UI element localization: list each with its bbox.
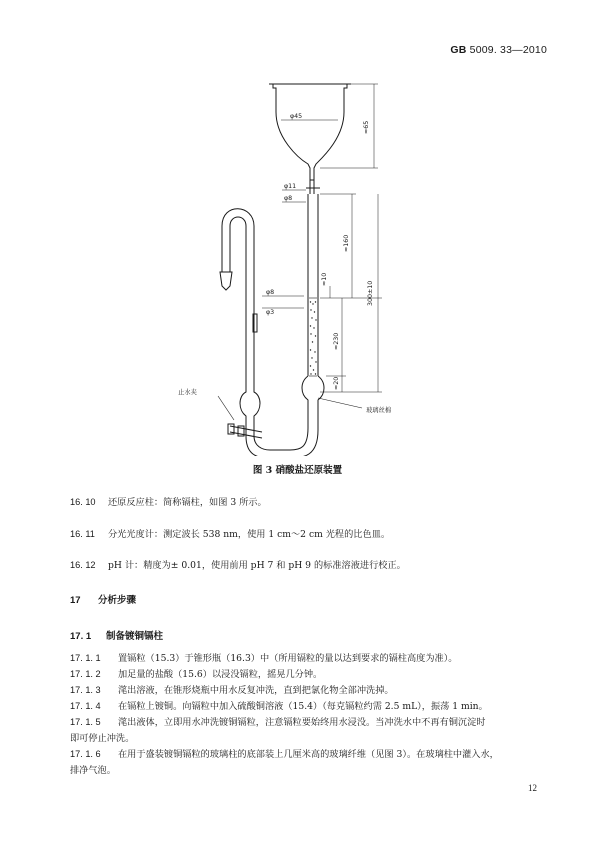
label-h300: 300±10 — [367, 280, 374, 306]
label-glass-wool: 玻璃丝棉 — [366, 407, 392, 414]
step-text: 加足量的盐酸（15.6）以浸没镉粒，摇晃几分钟。 — [118, 669, 323, 680]
step-text: 在镉粒上镀铜。向镉粒中加入硫酸铜溶液（15.4）（每克镉粒约需 2.5 mL），振荡 1 min。 — [118, 701, 488, 712]
clause-16-12 — [70, 557, 406, 574]
right-bulb — [302, 376, 324, 416]
gooseneck — [222, 209, 254, 272]
step-text: 在用于盛装镀铜镉粒的玻璃柱的底部装上几厘米高的玻璃纤维（见图 3）。在玻璃柱中灌入水， — [118, 749, 499, 760]
document-header — [450, 44, 547, 56]
step-text: 滗出溶液，在锥形烧瓶中用水反复冲洗，直到把氯化物全部冲洗掉。 — [118, 685, 394, 696]
figure-caption: 图 3 硝酸盐还原装置 — [252, 465, 343, 476]
step-17-1-4 — [70, 698, 488, 715]
apparatus-drawing — [150, 76, 440, 456]
section-number: 17 — [70, 595, 81, 606]
label-d8-mid: φ8 — [266, 289, 275, 296]
subsection-number: 17. 1 — [70, 631, 92, 642]
section-title: 分析步骤 — [98, 595, 137, 606]
step-17-1-6 — [70, 746, 499, 763]
clause-number: 16. 11 — [70, 529, 95, 539]
step-number: 17. 1. 4 — [70, 701, 101, 711]
label-stop-clamp: 止水夹 — [178, 389, 197, 396]
cadmium-granules — [310, 301, 317, 374]
label-h10: ≈10 — [321, 272, 328, 286]
clause-text: 还原反应柱：简称镉柱，如图 3 所示。 — [108, 497, 267, 508]
left-tube — [246, 226, 254, 376]
reservoir-bulb — [273, 84, 347, 194]
step-17-1-1 — [70, 650, 458, 667]
standard-number: 5009. 33—2010 — [469, 44, 547, 56]
reduction-apparatus-figure — [150, 76, 440, 456]
page-number: 12 — [528, 783, 537, 793]
label-h65: ≈65 — [363, 120, 370, 134]
step-text: 滗出液体，立即用水冲洗镀铜镉粒，注意镉粒要始终用水浸没。当冲洗水中不再有铜沉淀时 — [118, 717, 486, 728]
step-17-1-5-continuation: 即可停止冲洗。 — [70, 733, 135, 744]
subsection-title: 制备镀铜镉柱 — [106, 631, 164, 642]
clause-number: 16. 10 — [70, 497, 96, 507]
step-number: 17. 1. 2 — [70, 669, 101, 679]
subsection-17-1-heading — [70, 628, 163, 642]
step-number: 17. 1. 6 — [70, 749, 101, 759]
section-17-heading — [70, 592, 136, 606]
step-17-1-5 — [70, 714, 486, 731]
label-d8-top: φ8 — [284, 195, 293, 202]
label-h20: ≈20 — [333, 376, 340, 390]
step-number: 17. 1. 3 — [70, 685, 101, 695]
column-tube — [308, 194, 318, 376]
step-number: 17. 1. 1 — [70, 653, 101, 663]
clause-text: 分光光度计：测定波长 538 nm，使用 1 cm～2 cm 光程的比色皿。 — [108, 529, 391, 540]
label-d11: φ11 — [284, 183, 297, 190]
label-d45: φ45 — [290, 113, 303, 120]
step-17-1-3 — [70, 682, 394, 699]
step-number: 17. 1. 5 — [70, 717, 101, 727]
clause-text: pH 计：精度为± 0.01，使用前用 pH 7 和 pH 9 的标准溶液进行校正。 — [108, 560, 406, 571]
clause-16-10 — [70, 494, 267, 511]
u-bend — [246, 416, 318, 456]
step-17-1-6-continuation: 排净气泡。 — [70, 765, 116, 776]
clause-number: 16. 12 — [70, 560, 96, 570]
left-bulb — [240, 376, 260, 428]
step-17-1-2 — [70, 666, 322, 683]
step-text: 置镉粒（15.3）于锥形瓶（16.3）中（所用镉粒的量以达到要求的镉柱高度为准）。 — [118, 653, 458, 664]
label-d3: φ3 — [266, 309, 275, 316]
clause-16-11 — [70, 526, 390, 543]
standard-code: GB — [450, 44, 467, 56]
label-h230: ≈230 — [333, 332, 340, 350]
label-h160: ≈160 — [343, 234, 350, 252]
